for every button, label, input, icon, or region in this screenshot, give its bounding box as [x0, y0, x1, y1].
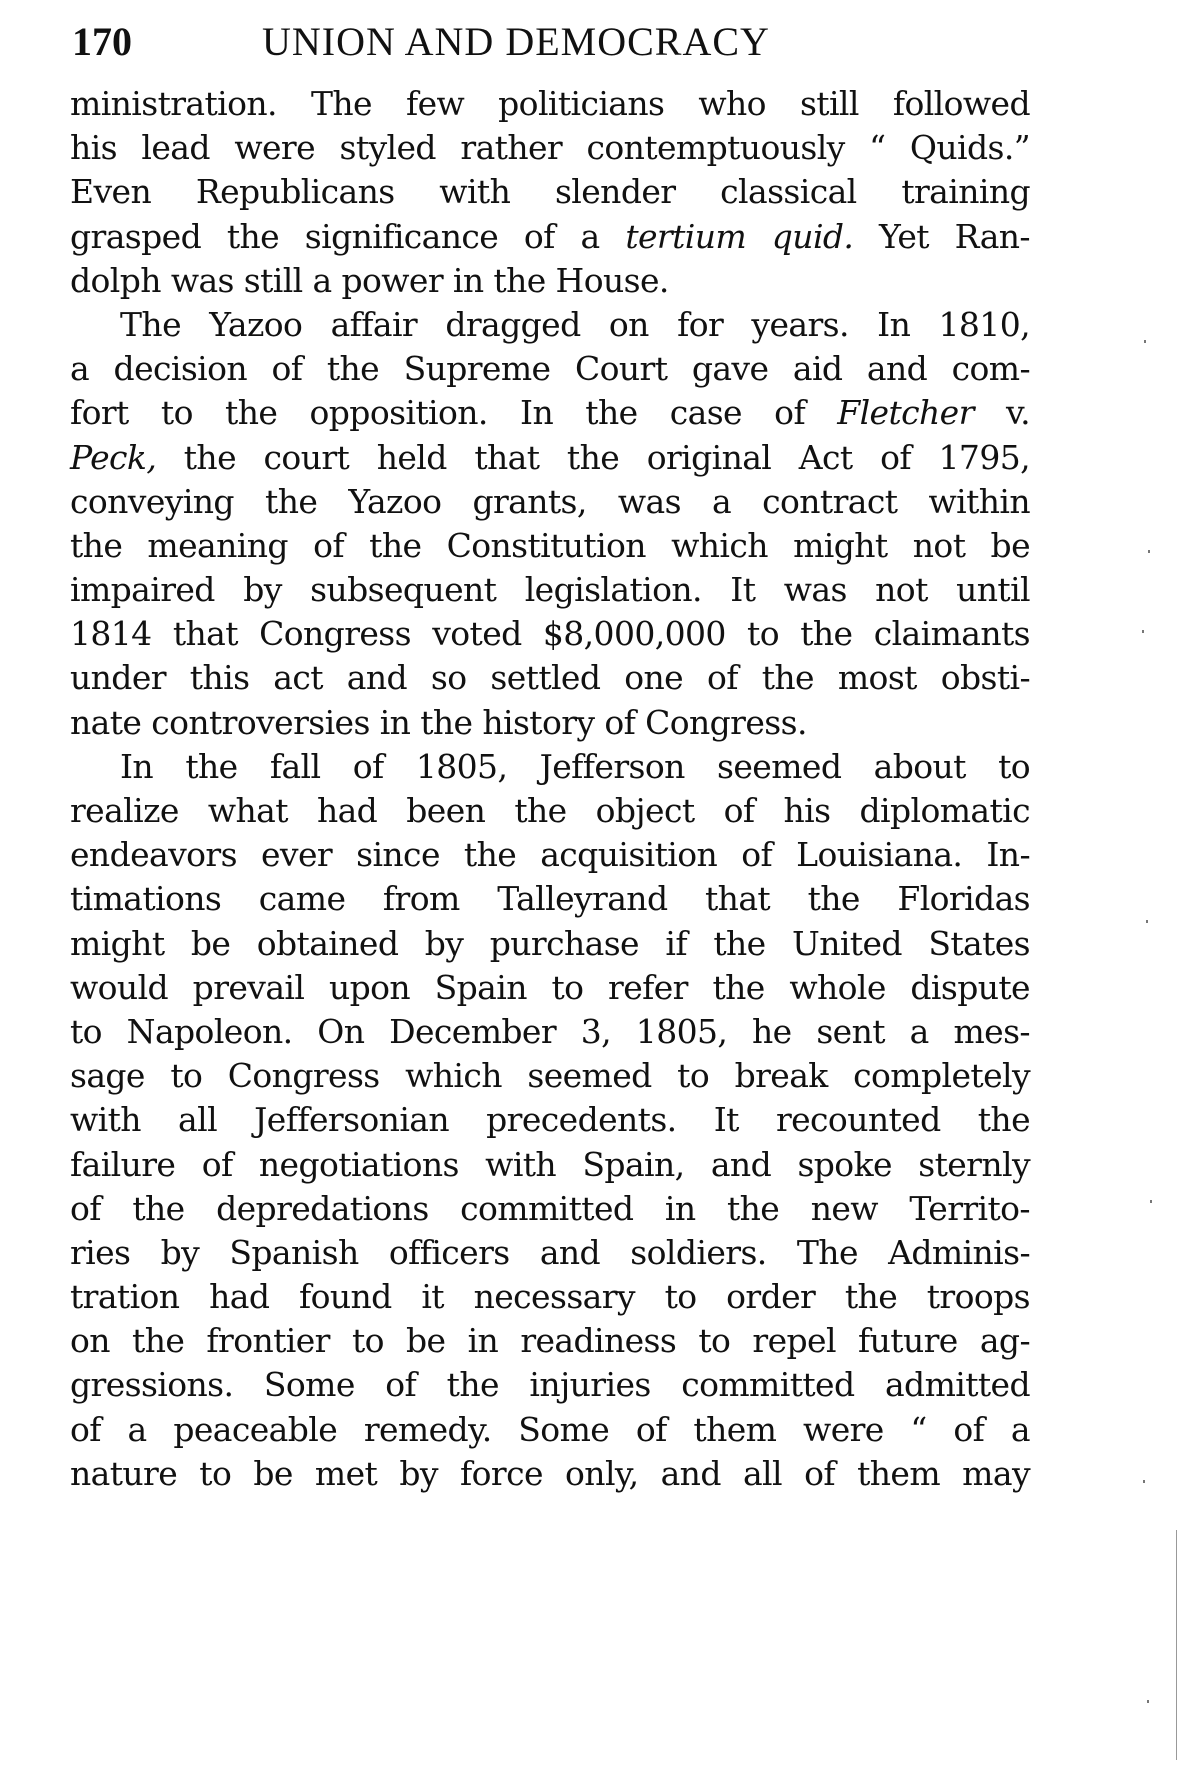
scan-edge-line: [1176, 1530, 1177, 1760]
text-segment: The Yazoo affair dragged on for years. In 1810,: [120, 304, 1030, 344]
body-text: [70, 82, 1030, 1496]
text-line: [70, 966, 1030, 1010]
speck: [1142, 630, 1144, 633]
text-line: [70, 1319, 1030, 1363]
italic-text: Peck,: [70, 437, 157, 477]
speck: [1143, 1480, 1145, 1483]
text-line: [70, 877, 1030, 921]
text-segment: would prevail upon Spain to refer the whole dispute: [70, 967, 1030, 1007]
text-line: [70, 1231, 1030, 1275]
text-line: [70, 612, 1030, 656]
text-line: [70, 303, 1030, 347]
scan-margin-specks: [1140, 300, 1160, 1760]
text-segment: endeavors ever since the acquisition of Louisiana. In-: [70, 835, 1030, 875]
speck: [1144, 340, 1146, 343]
text-line: [70, 259, 1030, 303]
text-line: [70, 1054, 1030, 1098]
text-segment: gressions. Some of the injuries committed admitted: [70, 1365, 1030, 1405]
text-line: [70, 789, 1030, 833]
text-line: [70, 126, 1030, 170]
text-line: [70, 82, 1030, 126]
speck: [1146, 920, 1148, 923]
text-segment: a decision of the Supreme Court gave aid and com-: [70, 349, 1030, 389]
text-line: [70, 1275, 1030, 1319]
text-segment: 1814 that Congress voted $8,000,000 to the claimants: [70, 614, 1030, 654]
text-line: [70, 347, 1030, 391]
text-line: [70, 701, 1030, 745]
text-line: [70, 1187, 1030, 1231]
text-line: [70, 745, 1030, 789]
book-page: [70, 18, 1030, 1496]
text-line: [70, 922, 1030, 966]
text-segment: In the fall of 1805, Jefferson seemed about to: [120, 746, 1030, 786]
text-line: [70, 1408, 1030, 1452]
running-title: UNION AND DEMOCRACY: [262, 19, 770, 64]
text-segment: might be obtained by purchase if the United States: [70, 923, 1030, 963]
text-segment: tration had found it necessary to order the troops: [70, 1277, 1030, 1317]
text-segment: to Napoleon. On December 3, 1805, he sent a mes-: [70, 1011, 1030, 1051]
text-segment: on the frontier to be in readiness to repel future ag-: [70, 1321, 1030, 1361]
text-segment: timations came from Talleyrand that the Floridas: [70, 879, 1030, 919]
text-segment: Yet Ran-: [853, 216, 1030, 256]
text-segment: his lead were styled rather contemptuously “ Quids.”: [70, 128, 1030, 168]
speck: [1148, 550, 1150, 553]
text-line: [70, 833, 1030, 877]
text-line: [70, 170, 1030, 214]
text-segment: with all Jeffersonian precedents. It recounted the: [70, 1100, 1030, 1140]
text-line: [70, 656, 1030, 700]
text-segment: the court held that the original Act of 1795,: [156, 437, 1030, 477]
text-segment: failure of negotiations with Spain, and spoke sternly: [70, 1144, 1030, 1184]
text-line: [70, 1363, 1030, 1407]
text-segment: fort to the opposition. In the case of: [70, 393, 838, 433]
text-segment: of the depredations committed in the new Territo-: [70, 1188, 1030, 1228]
text-segment: Even Republicans with slender classical training: [70, 172, 1030, 212]
text-segment: realize what had been the object of his diplomatic: [70, 791, 1030, 830]
text-line: [70, 1010, 1030, 1054]
text-line: [70, 524, 1030, 568]
text-segment: grasped the significance of a: [70, 216, 626, 256]
text-line: [70, 568, 1030, 612]
text-segment: ministration. The few politicians who still followed: [70, 84, 1030, 123]
text-line: [70, 391, 1030, 435]
text-line: [70, 1098, 1030, 1142]
text-segment: ries by Spanish officers and soldiers. The Adminis-: [70, 1232, 1030, 1272]
text-segment: the meaning of the Constitution which might not be: [70, 525, 1030, 565]
text-segment: of a peaceable remedy. Some of them were “ of a: [70, 1409, 1030, 1449]
text-segment: nate controversies in the history of Congress.: [70, 702, 807, 742]
text-segment: under this act and so settled one of the most obsti-: [70, 658, 1030, 698]
page-number: 170: [72, 19, 132, 64]
speck: [1147, 1700, 1149, 1703]
text-line: [70, 1452, 1030, 1496]
running-head: [70, 18, 1030, 66]
speck: [1150, 1200, 1152, 1203]
text-segment: impaired by subsequent legislation. It was not until: [70, 570, 1030, 610]
italic-text: Fletcher: [837, 393, 974, 433]
text-segment: nature to be met by force only, and all of them may: [70, 1453, 1030, 1493]
text-segment: v.: [973, 393, 1030, 433]
text-line: [70, 480, 1030, 524]
text-segment: conveying the Yazoo grants, was a contract within: [70, 481, 1030, 521]
text-line: [70, 436, 1030, 480]
text-segment: sage to Congress which seemed to break completely: [70, 1056, 1030, 1096]
text-segment: dolph was still a power in the House.: [70, 260, 669, 300]
text-line: [70, 215, 1030, 259]
text-line: [70, 1143, 1030, 1187]
italic-text: tertium quid.: [625, 216, 854, 256]
